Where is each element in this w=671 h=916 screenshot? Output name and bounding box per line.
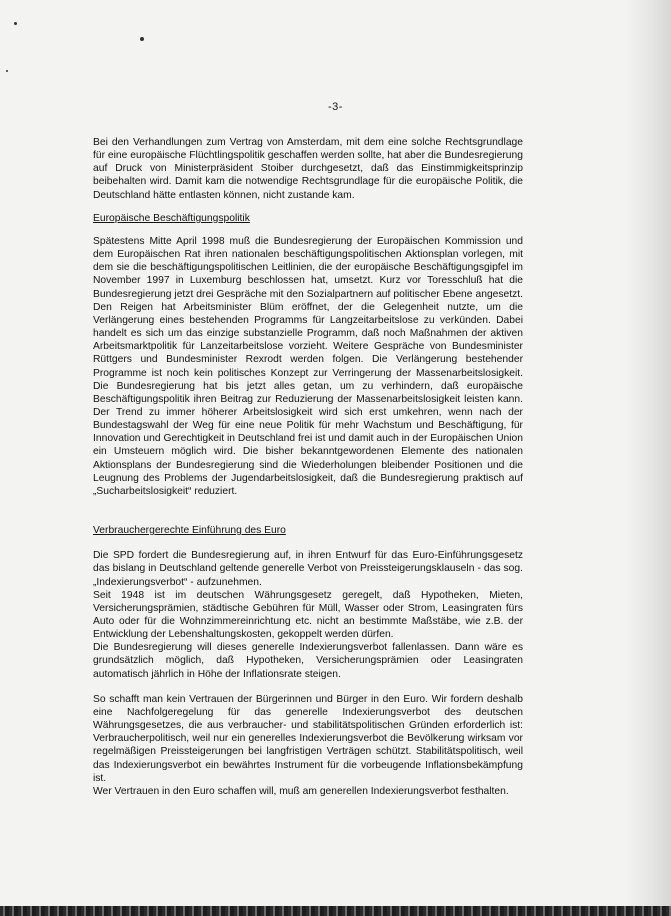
scan-shadow-right xyxy=(625,0,671,916)
paragraph-beschaeftigung: Spätestens Mitte April 1998 muß die Bundesregierung der Europäischen Kommission und dem Europäischen Rat ihren nationalen beschäftigungspolitischen Aktionsplan vorlegen, mit dem sie die beschäftigungspolitischen Leitlinien, die der europäische Beschäftigungsgipfel im November 1997 in Luxemburg beschlossen hat, umsetzt. Kurz vor Toresschluß hat die Bundesregierung jetzt drei Gespräche mit den Sozialpartnern auf politischer Ebene angesetzt. Den Reigen hat Arbeitsminister Blüm eröffnet, der die Gelegenheit nutzte, um die Verlängerung eines bestehenden Programms für Langzeitarbeitslose zu verkünden. Dabei handelt es sich um das einzige substanzielle Programm, daß noch Maßnahmen der aktiven Arbeitsmarktpolitik für Lanzeitarbeitslose vorzieht. Weitere Gespräche von Bundesminister Rüttgers und Bundesminister Rexrodt werden folgen. Die Verlängerung bestehender Programme ist noch kein politisches Konzept zur Verringerung der Massenarbeitslosigkeit. Die Bundesregierung hat bis jetzt alles getan, um zu verhindern, daß europäische Beschäftigungspolitik ihren Beitrag zur Reduzierung der Massenarbeitslosigkeit leisten kann. Der Trend zu immer höherer Arbeitslosigkeit wird sich erst umkehren, wenn nach der Bundestagswahl der Weg für eine neue Politik für mehr Wachstum und Beschäftigung, für Innovation und Gerechtigkeit in Deutschland frei ist und damit auch in der Europäischen Union ein Umsteuern möglich wird. Die bisher bekanntgewordenen Elemente des nationalen Aktionsplans der Bundesregierung sind die Wiederholungen bleibender Positionen und die Leugnung des Problems der Jugendarbeitslosigkeit, daß die Bundesregierung praktisch auf „Sucharbeitslosigkeit“ reduziert. xyxy=(93,235,523,497)
paragraph-amsterdam: Bei den Verhandlungen zum Vertrag von Amsterdam, mit dem eine solche Rechtsgrundlage für eine europäische Flüchtlingspolitik geschaffen werden sollte, hat aber die Bundesregierung auf Druck von Ministerpräsident Stoiber durchgesetzt, daß das Einstimmigkeitsprinzip beibehalten wird. Damit kam die notwendige Rechtsgrundlage für die europäische Politik, die Deutschland hätte entlasten können, nicht zustande kam. xyxy=(93,137,523,201)
heading-euro: Verbrauchergerechte Einführung des Euro xyxy=(93,525,286,537)
paragraph-seit-1948: Seit 1948 ist im deutschen Währungsgesetz geregelt, daß Hypotheken, Mieten, Versicherungsprämien, städtische Gebühren für Müll, Wasser oder Strom, Leasingraten fürs Auto oder für die Wohnzimmereinrichtung etc. nicht an bestimmte Maßstäbe, wie z.B. der Entwicklung der Lebenshaltungskosten, gekoppelt werden dürfen. xyxy=(93,589,523,641)
paragraph-bundesregierung-will: Die Bundesregierung will dieses generelle Indexierungsverbot fallenlassen. Dann wäre es grundsätzlich möglich, daß Hypotheken, Versicherungsprämien oder Leasingraten automatisch jährlich in Höhe der Inflationsrate steigen. xyxy=(93,642,523,680)
scan-speck xyxy=(14,22,17,25)
page-number: -3- xyxy=(328,101,343,113)
scan-edge-bottom xyxy=(0,906,671,916)
paragraph-vertrauen: So schafft man kein Vertrauen der Bürgerinnen und Bürger in den Euro. Wir fordern deshalb eine Nachfolgeregelung für das generelle Indexierungsverbot des deutschen Währungsgesetzes, die aus verbraucher- und stabilitätspolitischen Gründen erforderlich ist: Verbraucherpolitisch, weil nur ein generelles Indexierungsverbot die Bevölkerung wirksam vor regelmäßigen Preissteigerungen bei langfristigen Verträgen schützt. Stabilitätspolitisch, weil das Indexierungsverbot ein bewährtes Instrument für die vorbeugende Inflationsbekämpfung ist. xyxy=(93,693,523,784)
paragraph-spd-fordert: Die SPD fordert die Bundesregierung auf, in ihren Entwurf für das Euro-Einführungsgesetz das bislang in Deutschland geltende generelle Verbot von Preissteigerungsklauseln - das sog. „Indexierungsverbot“ - aufzunehmen. xyxy=(93,550,523,588)
paragraph-festhalten: Wer Vertrauen in den Euro schaffen will, muß am generellen Indexierungsverbot festhalten. xyxy=(93,785,509,797)
document-body xyxy=(93,136,523,798)
scan-speck xyxy=(140,37,144,41)
scan-speck xyxy=(6,70,8,72)
heading-beschaeftigungspolitik: Europäische Beschäftigungspolitik xyxy=(93,212,250,224)
